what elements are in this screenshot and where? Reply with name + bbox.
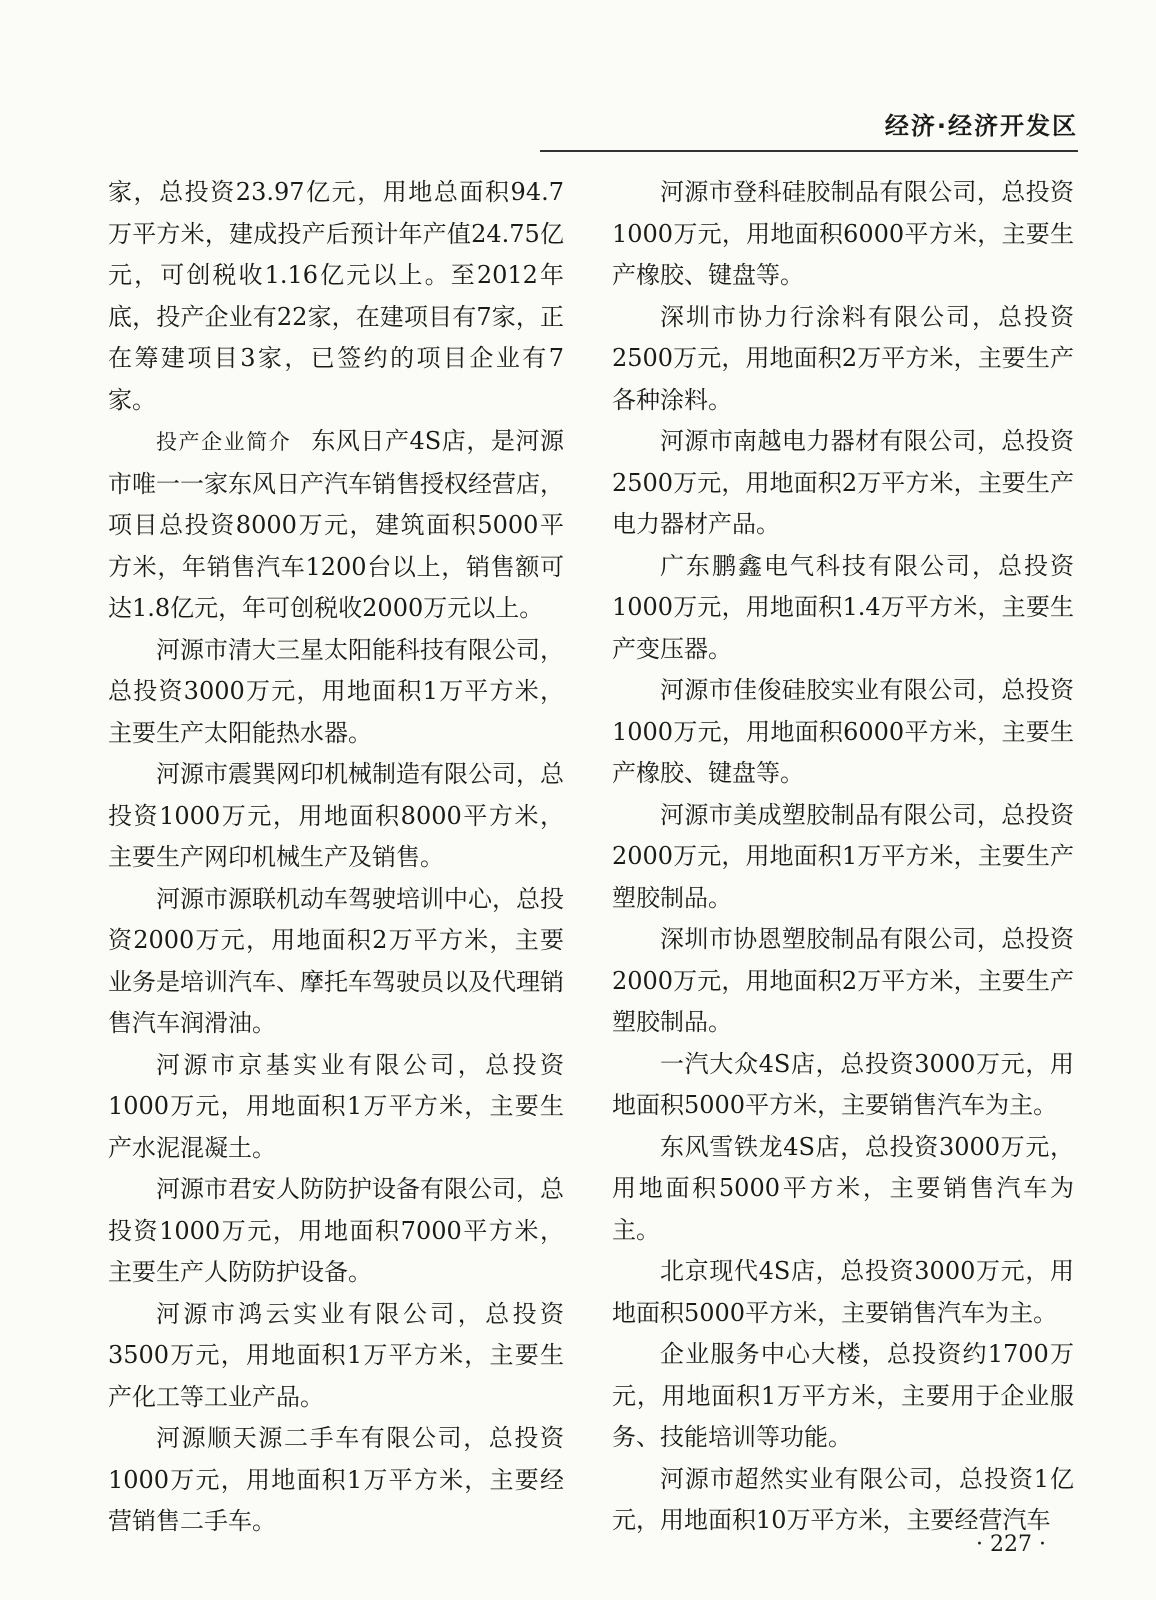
paragraph: 河源市超然实业有限公司，总投资1亿元，用地面积10万平方米，主要经营汽车 (612, 1464, 1074, 1534)
right-column (612, 172, 1074, 1542)
paragraph: 河源市清大三星太阳能科技有限公司，总投资3000万元，用地面积1万平方米，主要生产太阳能热水器。 (108, 635, 564, 747)
paragraph: 北京现代4S店，总投资3000万元，用地面积5000平方米，主要销售汽车为主。 (612, 1257, 1074, 1327)
paragraph: 河源顺天源二手车有限公司，总投资1000万元，用地面积1万平方米，主要经营销售二手车。 (108, 1424, 564, 1535)
paragraph: 东风雪铁龙4S店，总投资3000万元，用地面积5000平方米，主要销售汽车为主。 (612, 1132, 1074, 1244)
paragraph: 家，总投资23.97亿元，用地总面积94.7万平方米，建成投产后预计年产值24.75亿元，可创税收1.16亿元以上。至2012年底，投产企业有22家，在建项目有7家，正在筹建项目3家，已签约的项目企业有7家。 (108, 178, 564, 414)
paragraph: 河源市南越电力器材有限公司，总投资2500万元，用地面积2万平方米，主要生产电力器材产品。 (612, 427, 1074, 538)
paragraph: 河源市京基实业有限公司，总投资1000万元，用地面积1万平方米，主要生产水泥混凝土。 (108, 1050, 564, 1162)
paragraph-with-lead (108, 421, 564, 630)
paragraph: 河源市震巽网印机械制造有限公司，总投资1000万元，用地面积8000平方米，主要生产网印机械生产及销售。 (108, 760, 564, 871)
paragraph: 河源市源联机动车驾驶培训中心，总投资2000万元，用地面积2万平方米，主要业务是培训汽车、摩托车驾驶员以及代理销售汽车润滑油。 (108, 884, 564, 1037)
left-column (108, 172, 564, 1543)
paragraph: 河源市佳俊硅胶实业有限公司，总投资1000万元，用地面积6000平方米，主要生产橡胶、键盘等。 (612, 676, 1074, 787)
paragraph-text: 东风日产4S店，是河源市唯一一家东风日产汽车销售授权经营店，项目总投资8000万元，建筑面积5000平方米，年销售汽车1200台以上，销售额可达1.8亿元，年可创税收2000万元以上。 (108, 427, 564, 622)
page-number: · 227 · (976, 1532, 1046, 1557)
running-header (540, 100, 1078, 152)
paragraph: 河源市登科硅胶制品有限公司，总投资1000万元，用地面积6000平方米，主要生产橡胶、键盘等。 (612, 178, 1074, 289)
paragraph-lead-heading: 投产企业简介 (156, 430, 292, 454)
paragraph: 河源市鸿云实业有限公司，总投资3500万元，用地面积1万平方米，主要生产化工等工业产品。 (108, 1299, 564, 1411)
paragraph: 一汽大众4S店，总投资3000万元，用地面积5000平方米，主要销售汽车为主。 (612, 1049, 1074, 1119)
section-title: 经济·经济开发区 (884, 112, 1078, 140)
paragraph: 河源市君安人防防护设备有限公司，总投资1000万元，用地面积7000平方米，主要生产人防防护设备。 (108, 1175, 564, 1286)
paragraph: 河源市美成塑胶制品有限公司，总投资2000万元，用地面积1万平方米，主要生产塑胶制品。 (612, 800, 1074, 912)
paragraph: 企业服务中心大楼，总投资约1700万元，用地面积1万平方米，主要用于企业服务、技能培训等功能。 (612, 1340, 1074, 1451)
paragraph: 深圳市协力行涂料有限公司，总投资2500万元，用地面积2万平方米，主要生产各种涂料。 (612, 302, 1074, 414)
paragraph: 深圳市协恩塑胶制品有限公司，总投资2000万元，用地面积2万平方米，主要生产塑胶制品。 (612, 925, 1074, 1036)
paragraph: 广东鹏鑫电气科技有限公司，总投资1000万元，用地面积1.4万平方米，主要生产变压器。 (612, 551, 1074, 663)
